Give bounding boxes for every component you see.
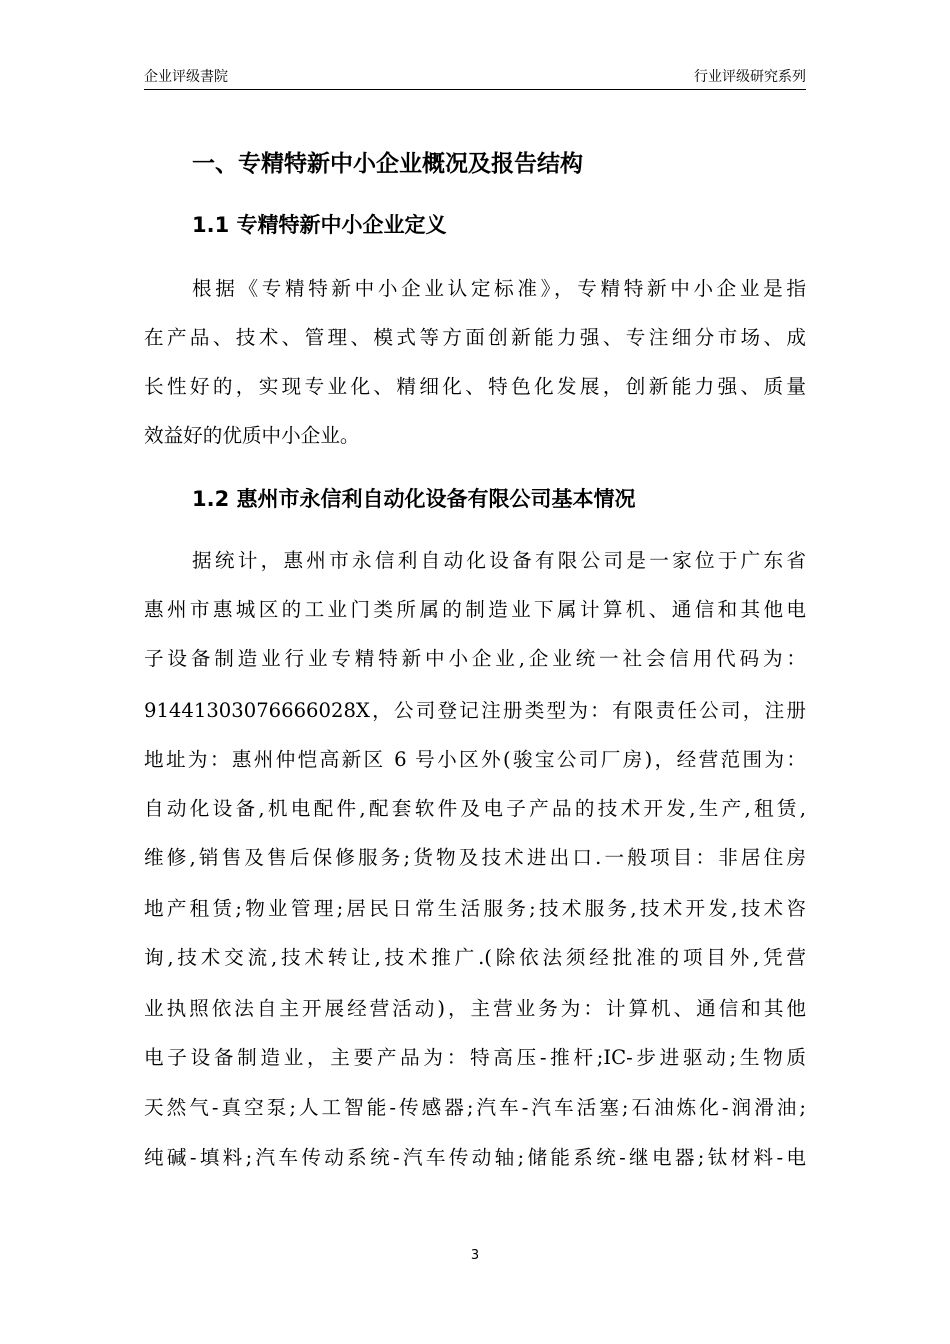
header-divider <box>144 89 806 90</box>
paragraph-line: 业执照依法自主开展经营活动)，主营业务为：计算机、通信和其他 <box>144 997 806 1020</box>
section-1-1-title: 1.1 专精特新中小企业定义 <box>192 213 447 237</box>
section-1-2-title: 1.2 惠州市永信利自动化设备有限公司基本情况 <box>192 487 636 511</box>
page-number: 3 <box>470 1248 480 1263</box>
paragraph-line: 子设备制造业行业专精特新中小企业,企业统一社会信用代码为： <box>144 647 806 670</box>
header-right-text: 行业评级研究系列 <box>694 69 806 85</box>
paragraph-line: 电子设备制造业，主要产品为：特高压-推杆;IC-步进驱动;生物质 <box>144 1046 806 1069</box>
paragraph-line: 维修,销售及售后保修服务;货物及技术进出口.一般项目：非居住房 <box>144 846 806 869</box>
paragraph-line: 据统计，惠州市永信利自动化设备有限公司是一家位于广东省 <box>192 549 806 572</box>
paragraph-line: 纯碱-填料;汽车传动系统-汽车传动轴;储能系统-继电器;钛材料-电 <box>144 1146 806 1169</box>
paragraph-line: 根据《专精特新中小企业认定标准》，专精特新中小企业是指 <box>192 277 806 300</box>
paragraph-line: 自动化设备,机电配件,配套软件及电子产品的技术开发,生产,租赁, <box>144 797 806 820</box>
paragraph-line: 长性好的，实现专业化、精细化、特色化发展，创新能力强、质量 <box>144 375 806 398</box>
chapter-title: 一、专精特新中小企业概况及报告结构 <box>192 151 583 177</box>
paragraph-line: 惠州市惠城区的工业门类所属的制造业下属计算机、通信和其他电 <box>144 598 806 621</box>
paragraph-line: 91441303076666028X，公司登记注册类型为：有限责任公司，注册 <box>144 699 806 722</box>
paragraph-line: 效益好的优质中小企业。 <box>144 424 360 447</box>
paragraph-line: 询,技术交流,技术转让,技术推广.(除依法须经批准的项目外,凭营 <box>144 946 806 969</box>
paragraph-line: 地产租赁;物业管理;居民日常生活服务;技术服务,技术开发,技术咨 <box>144 897 806 920</box>
header-left-text: 企业评级書院 <box>144 69 228 85</box>
paragraph-line: 天然气-真空泵;人工智能-传感器;汽车-汽车活塞;石油炼化-润滑油; <box>144 1096 806 1119</box>
paragraph-line: 地址为：惠州仲恺高新区 6 号小区外(骏宝公司厂房)，经营范围为： <box>144 748 806 771</box>
paragraph-line: 在产品、技术、管理、模式等方面创新能力强、专注细分市场、成 <box>144 326 806 349</box>
